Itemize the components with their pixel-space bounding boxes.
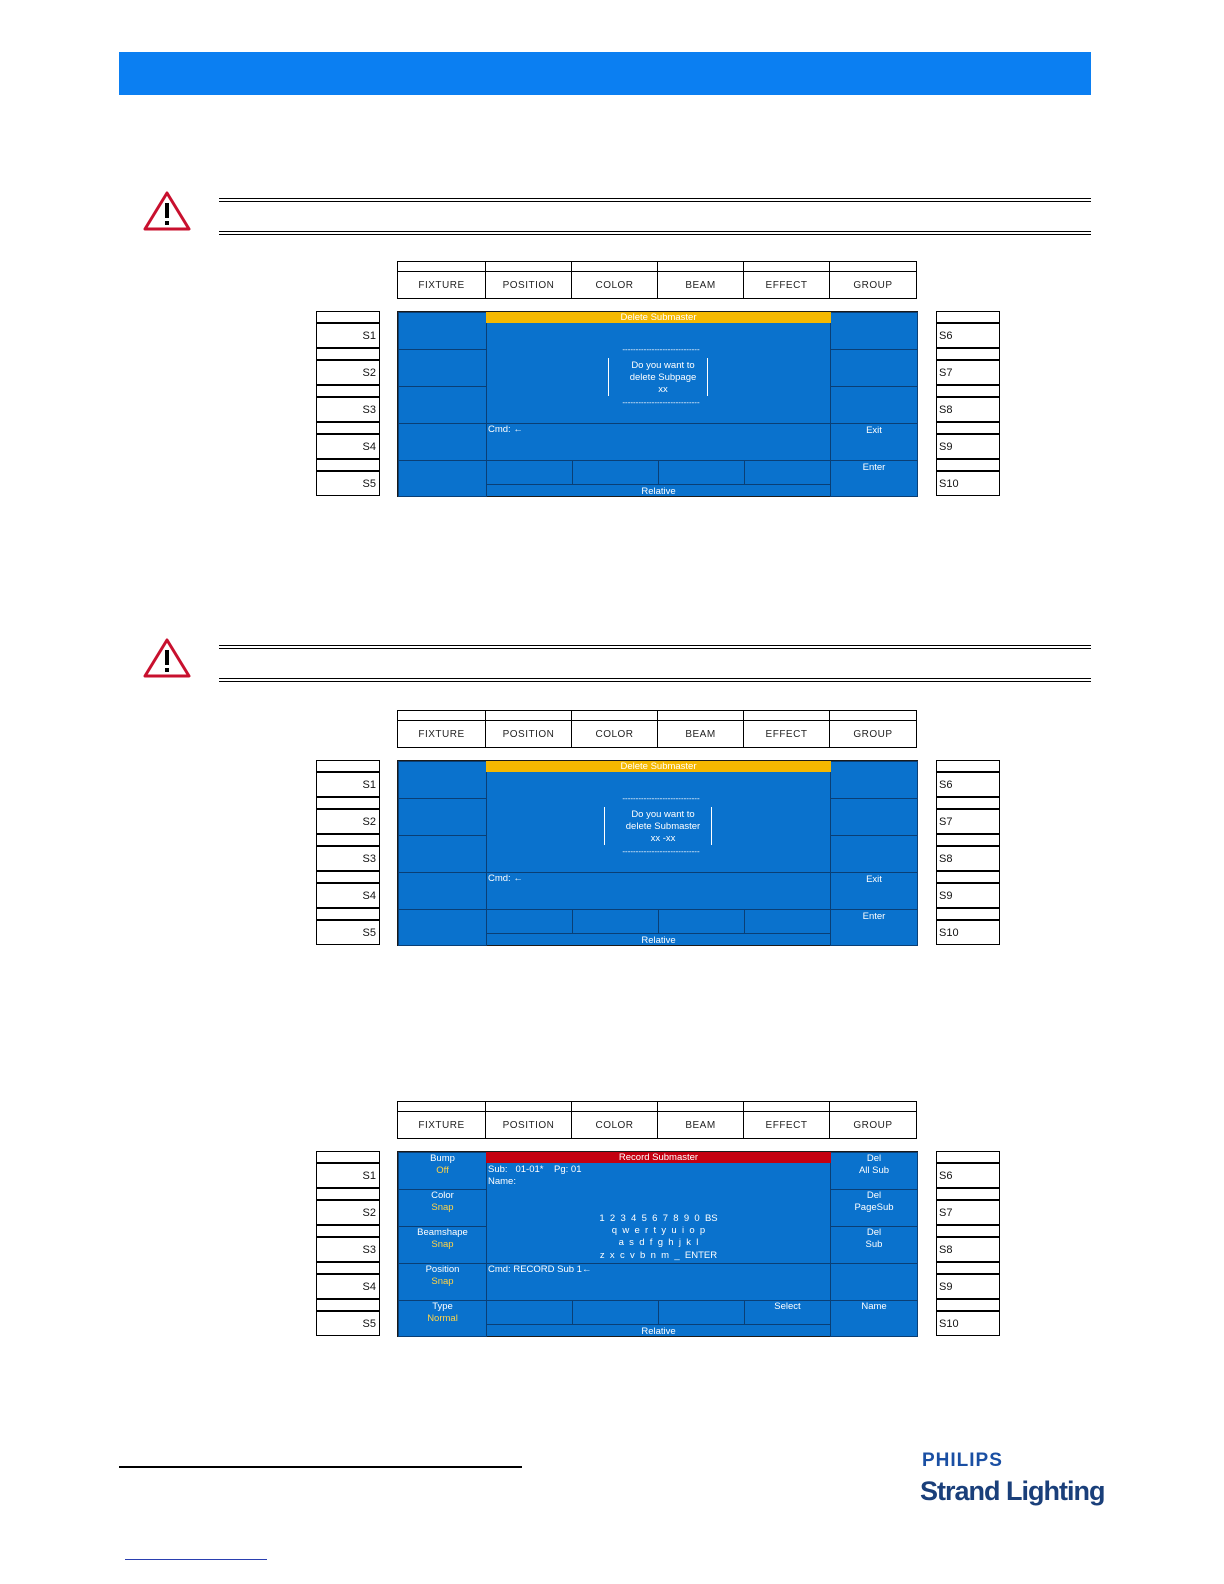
softkey-s1[interactable]: S1	[316, 1163, 380, 1188]
softkey-label: Sub	[865, 1239, 883, 1250]
right-soft-1[interactable]	[830, 312, 918, 350]
console-panel-3	[316, 1101, 1000, 1337]
enter-button[interactable]: Enter	[830, 909, 918, 946]
softkey-s10[interactable]: S10	[936, 471, 1000, 496]
warning-rule-bottom	[219, 678, 1091, 682]
tab-position[interactable]: POSITION	[485, 720, 572, 748]
dialog-line-1: Do you want to	[631, 809, 695, 820]
tab-position[interactable]: POSITION	[485, 271, 572, 299]
dialog-line-3: xx	[658, 384, 668, 395]
command-line: Cmd: ←	[486, 423, 831, 460]
left-softkeys	[316, 1151, 380, 1337]
right-softkeys	[936, 1151, 1000, 1337]
bottom-soft-3[interactable]	[658, 460, 745, 485]
softkey-value: Snap	[431, 1202, 454, 1213]
softkey-s6[interactable]: S6	[936, 1163, 1000, 1188]
bottom-soft-3[interactable]	[658, 1300, 745, 1325]
tab-fixture[interactable]: FIXTURE	[397, 720, 486, 748]
screen-title: Delete Submaster	[486, 761, 831, 772]
keyboard-row-1[interactable]: q w e r t y u i o p	[611, 1225, 706, 1236]
relative-label: Relative	[486, 1324, 831, 1337]
position-softkey[interactable]	[398, 1263, 487, 1301]
footer-link-underline[interactable]	[125, 1559, 267, 1560]
del-all-sub-softkey[interactable]	[830, 1152, 918, 1190]
del-sub-softkey[interactable]	[830, 1226, 918, 1264]
color-softkey[interactable]	[398, 1189, 487, 1227]
dialog-line-1: Do you want to	[631, 360, 695, 371]
left-soft-4[interactable]	[398, 872, 487, 910]
right-soft-4[interactable]	[830, 1263, 918, 1301]
bottom-soft-2[interactable]	[572, 909, 659, 934]
tab-group[interactable]: GROUP	[829, 720, 917, 748]
dialog-rule: -----------------------------	[622, 345, 700, 354]
confirm-dialog	[486, 772, 831, 872]
command-line: Cmd: RECORD Sub 1←	[486, 1263, 831, 1300]
softkey-label: Del	[866, 1227, 882, 1238]
softkey-s4[interactable]: S4	[316, 434, 380, 459]
exit-button[interactable]: Exit	[830, 872, 918, 910]
tab-row	[397, 261, 917, 299]
right-softkeys	[936, 311, 1000, 497]
footer-rule	[119, 1466, 522, 1468]
softkey-label: Name	[861, 1301, 887, 1312]
right-soft-3[interactable]	[830, 835, 918, 873]
warning-rule-top	[219, 198, 1091, 202]
bottom-soft-2[interactable]	[572, 1300, 659, 1325]
tab-beam[interactable]: BEAM	[657, 271, 744, 299]
softkey-s3[interactable]: S3	[316, 1237, 380, 1262]
softkey-label: Del	[866, 1190, 882, 1201]
tab-effect[interactable]: EFFECT	[743, 1111, 830, 1139]
softkey-label: Type	[432, 1301, 453, 1312]
softkey-s4[interactable]: S4	[316, 883, 380, 908]
record-form	[486, 1163, 831, 1263]
softkey-value: Off	[436, 1165, 449, 1176]
softkey-s8[interactable]: S8	[936, 397, 1000, 422]
dialog-rule: -----------------------------	[622, 398, 700, 407]
tab-position[interactable]: POSITION	[485, 1111, 572, 1139]
del-pagesub-softkey[interactable]	[830, 1189, 918, 1227]
type-softkey[interactable]	[398, 1300, 487, 1337]
strand-lighting-logo: Strand Lighting	[920, 1476, 1105, 1506]
bottom-soft-1[interactable]	[486, 909, 573, 934]
left-soft-2[interactable]	[398, 349, 487, 387]
tab-beam[interactable]: BEAM	[657, 720, 744, 748]
softkey-s1[interactable]: S1	[316, 772, 380, 797]
dialog-line-2: delete Subpage	[629, 372, 697, 383]
warning-triangle-icon	[143, 638, 191, 678]
bottom-soft-2[interactable]	[572, 460, 659, 485]
softkey-label: All Sub	[858, 1165, 890, 1176]
softkey-s5[interactable]: S5	[316, 920, 380, 945]
dialog-line-3: xx -xx	[650, 833, 676, 844]
right-soft-2[interactable]	[830, 798, 918, 836]
tab-fixture[interactable]: FIXTURE	[397, 271, 486, 299]
left-soft-5[interactable]	[398, 460, 487, 497]
softkey-s3[interactable]: S3	[316, 846, 380, 871]
softkey-label: Position	[425, 1264, 460, 1275]
left-soft-3[interactable]	[398, 835, 487, 873]
confirm-dialog	[486, 323, 831, 423]
softkey-s8[interactable]: S8	[936, 846, 1000, 871]
tab-color[interactable]: COLOR	[571, 1111, 658, 1139]
dialog-border-right	[711, 807, 714, 845]
relative-label: Relative	[486, 933, 831, 946]
tab-beam[interactable]: BEAM	[657, 1111, 744, 1139]
bottom-soft-1[interactable]	[486, 1300, 573, 1325]
tab-group[interactable]: GROUP	[829, 271, 917, 299]
left-soft-1[interactable]	[398, 312, 487, 350]
softkey-s5[interactable]: S5	[316, 1311, 380, 1336]
tab-color[interactable]: COLOR	[571, 720, 658, 748]
philips-logo: PHILIPS	[922, 1450, 1003, 1471]
command-line: Cmd: ←	[486, 872, 831, 909]
softkey-s9[interactable]: S9	[936, 1274, 1000, 1299]
console-screen	[397, 311, 918, 497]
console-panel-2	[316, 710, 1000, 946]
bump-softkey[interactable]	[398, 1152, 487, 1190]
keyboard-row-3[interactable]: z x c v b n m _ ENTER	[599, 1250, 718, 1261]
softkey-value: Snap	[431, 1239, 454, 1250]
dialog-border-left	[604, 807, 607, 845]
softkey-s5[interactable]: S5	[316, 471, 380, 496]
bottom-soft-4[interactable]	[744, 460, 831, 485]
softkey-s10[interactable]: S10	[936, 1311, 1000, 1336]
softkey-label: PageSub	[854, 1202, 894, 1213]
warning-rule-bottom	[219, 231, 1091, 235]
dialog-line-2: delete Submaster	[625, 821, 701, 832]
dialog-rule: -----------------------------	[622, 794, 700, 803]
sub-page-readout: Sub: 01-01* Pg: 01	[488, 1164, 582, 1175]
left-soft-1[interactable]	[398, 761, 487, 799]
screen-title: Record Submaster	[486, 1152, 831, 1163]
tab-effect[interactable]: EFFECT	[743, 271, 830, 299]
softkey-s7[interactable]: S7	[936, 809, 1000, 834]
enter-button[interactable]: Enter	[830, 460, 918, 497]
console-screen	[397, 1151, 918, 1337]
softkey-s6[interactable]: S6	[936, 772, 1000, 797]
console-screen	[397, 760, 918, 946]
left-soft-2[interactable]	[398, 798, 487, 836]
screen-title: Delete Submaster	[486, 312, 831, 323]
softkey-s9[interactable]: S9	[936, 434, 1000, 459]
name-softkey[interactable]	[830, 1300, 918, 1337]
softkey-s4[interactable]: S4	[316, 1274, 380, 1299]
right-soft-3[interactable]	[830, 386, 918, 424]
softkey-s6[interactable]: S6	[936, 323, 1000, 348]
name-field[interactable]: Name:	[488, 1176, 516, 1187]
select-softkey[interactable]: Select	[744, 1300, 831, 1325]
bottom-soft-4[interactable]	[744, 909, 831, 934]
right-softkeys	[936, 760, 1000, 946]
relative-label: Relative	[486, 484, 831, 497]
warning-rule-top	[219, 645, 1091, 649]
dialog-border-left	[608, 358, 611, 396]
softkey-label: Color	[431, 1190, 454, 1201]
dialog-border-right	[707, 358, 710, 396]
softkey-s1[interactable]: S1	[316, 323, 380, 348]
softkey-s2[interactable]: S2	[316, 1200, 380, 1225]
softkey-label: Del	[866, 1153, 882, 1164]
beamshape-softkey[interactable]	[398, 1226, 487, 1264]
softkey-value: Normal	[427, 1313, 458, 1324]
tab-row	[397, 1101, 917, 1139]
tab-group[interactable]: GROUP	[829, 1111, 917, 1139]
right-soft-2[interactable]	[830, 349, 918, 387]
softkey-s2[interactable]: S2	[316, 809, 380, 834]
tab-fixture[interactable]: FIXTURE	[397, 1111, 486, 1139]
left-softkeys	[316, 760, 380, 946]
tab-effect[interactable]: EFFECT	[743, 720, 830, 748]
right-soft-1[interactable]	[830, 761, 918, 799]
softkey-s2[interactable]: S2	[316, 360, 380, 385]
tab-row	[397, 710, 917, 748]
left-soft-3[interactable]	[398, 386, 487, 424]
softkey-value: Snap	[431, 1276, 454, 1287]
softkey-label: Beamshape	[417, 1227, 468, 1238]
tab-color[interactable]: COLOR	[571, 271, 658, 299]
left-soft-4[interactable]	[398, 423, 487, 461]
softkey-s3[interactable]: S3	[316, 397, 380, 422]
left-soft-5[interactable]	[398, 909, 487, 946]
exit-button[interactable]: Exit	[830, 423, 918, 461]
keyboard-row-2[interactable]: a s d f g h j k l	[618, 1237, 699, 1248]
console-panel-1	[316, 261, 1000, 497]
bottom-soft-1[interactable]	[486, 460, 573, 485]
dialog-rule: -----------------------------	[622, 847, 700, 856]
header-bar	[119, 52, 1091, 95]
keyboard-row-numbers[interactable]: 1 2 3 4 5 6 7 8 9 0 BS	[599, 1213, 718, 1224]
bottom-soft-3[interactable]	[658, 909, 745, 934]
softkey-s7[interactable]: S7	[936, 360, 1000, 385]
softkey-s7[interactable]: S7	[936, 1200, 1000, 1225]
softkey-s9[interactable]: S9	[936, 883, 1000, 908]
softkey-s8[interactable]: S8	[936, 1237, 1000, 1262]
warning-triangle-icon	[143, 191, 191, 231]
softkey-s10[interactable]: S10	[936, 920, 1000, 945]
left-softkeys	[316, 311, 380, 497]
softkey-label: Bump	[430, 1153, 455, 1164]
